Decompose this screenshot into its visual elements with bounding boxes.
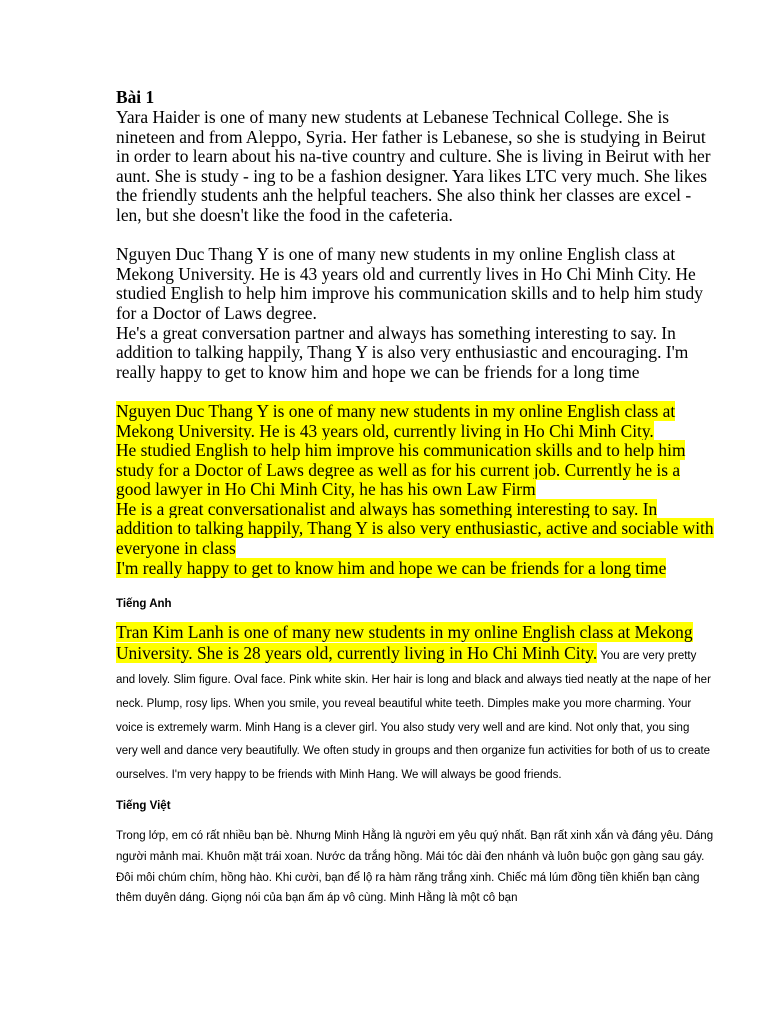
- highlighted-paragraph-3: [116, 500, 714, 559]
- english-text: You are very pretty and lovely. Slim figure. Oval face. Pink white skin. Her hair is long and black and always tied neatly at the nape of her neck. Plump, rosy lips. When you smile, you reveal beautiful white teeth. Dimples make you more charming. Your voice is extremely warm. Minh Hang is a clever girl. You also study very well and are kind. Not only that, you sing very well and dance very beautifully. We often study in groups and then organize fun activities for both of us to create ourselves. I'm very happy to be friends with Minh Hang. We will always be good friends.: [116, 650, 711, 782]
- blank-line: [116, 612, 714, 622]
- document-title: Bài 1: [116, 87, 155, 107]
- highlighted-paragraph-1: [116, 402, 714, 441]
- blank-line: [116, 226, 714, 246]
- highlighted-text: He is a great conversationalist and always has something interesting to say. In addition to talking happily, Thang Y is also very enthusiastic, active and sociable with everyone in class: [116, 498, 714, 559]
- paragraph-thang-partner: He's a great conversation partner and always has something interesting to say. In addition to talking happily, Thang Y is also very enthusiastic and encouraging. I'm really happy to get to know him and hope we can be friends for a long time: [116, 322, 689, 382]
- paragraph-english: [116, 622, 714, 786]
- blank-line: [116, 578, 714, 596]
- paragraph-vietnamese: Trong lớp, em có rất nhiều bạn bè. Nhưng Minh Hằng là người em yêu quý nhất. Bạn rất xinh xắn và đáng yêu. Dáng người mảnh mai. Khuôn mặt trái xoan. Nước da trắng hồng. Mái tóc dài đen nhánh và luôn buộc gọn gàng sau gáy. Đôi môi chúm chím, hồng hào. Khi cười, bạn để lộ ra hàm răng trắng xinh. Chiếc má lúm đồng tiền khiến bạn càng thêm duyên dáng. Giọng nói của bạn ấm áp vô cùng. Minh Hằng là một cô bạn: [116, 830, 714, 905]
- paragraph-yara: Yara Haider is one of many new students at Lebanese Technical College. She is nineteen and from Aleppo, Syria. Her father is Lebanese, so she is studying in Beirut in order to learn about his na-tive country and culture. She is living in Beirut with her aunt. She is study - ing to be a fashion designer. Yara likes LTC very much. She likes the friendly students anh the helpful teachers. She also think her classes are excel -len, but she doesn't like the food in the cafeteria.: [116, 107, 711, 225]
- heading-english: Tiếng Anh: [116, 598, 172, 611]
- highlighted-paragraph-4: [116, 559, 714, 579]
- heading-vietnamese: Tiếng Việt: [116, 800, 171, 813]
- highlighted-text: Tran Kim Lanh is one of many new students in my online English class at Mekong University. She is 28 years old, currently living in Ho Chi Minh City.: [116, 622, 693, 664]
- blank-line: [116, 786, 714, 798]
- blank-line: [116, 382, 714, 402]
- highlighted-text: He studied English to help him improve his communication skills and to help him study for a Doctor of Laws degree as well as for his current job. Currently he is a good lawyer in Ho Chi Minh City, he has his own Law Firm: [116, 440, 686, 500]
- highlighted-paragraph-2: [116, 441, 714, 500]
- paragraph-thang-intro: Nguyen Duc Thang Y is one of many new students in my online English class at Mekong University. He is 43 years old and currently lives in Ho Chi Minh City. He studied English to help him improve his communication skills and to help him study for a Doctor of Laws degree.: [116, 244, 703, 323]
- highlighted-text: Nguyen Duc Thang Y is one of many new students in my online English class at Mekong University. He is 43 years old, currently living in Ho Chi Minh City.: [116, 400, 676, 441]
- blank-line: [116, 814, 714, 826]
- highlighted-text: I'm really happy to get to know him and hope we can be friends for a long time: [116, 557, 667, 578]
- document-body: [116, 86, 714, 909]
